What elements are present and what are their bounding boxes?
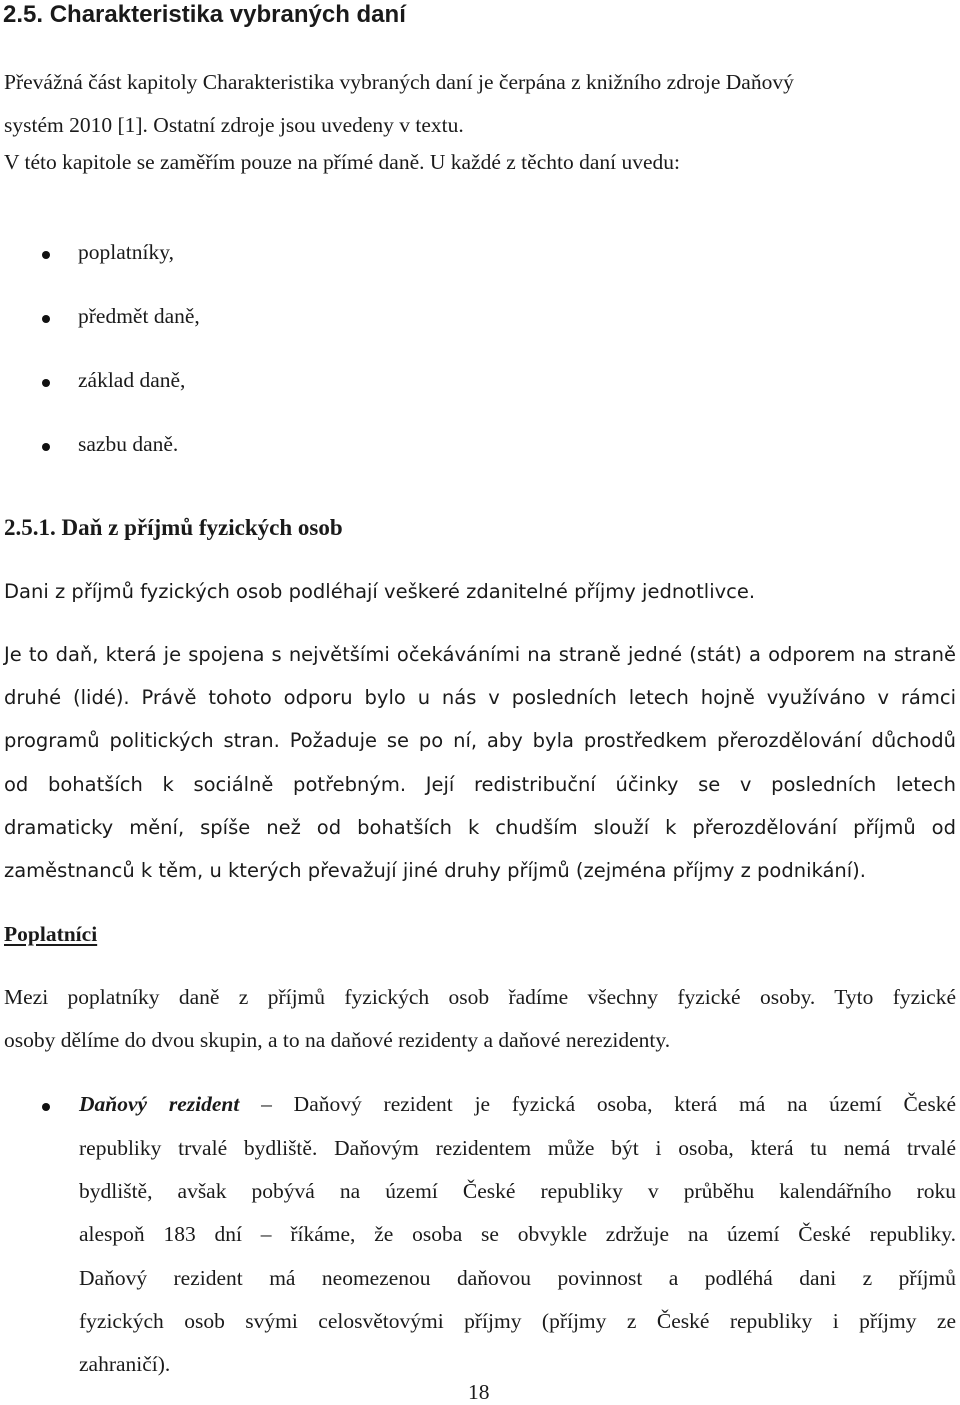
list-item: sazbu daně. <box>78 432 179 456</box>
heading-poplatnici: Poplatníci <box>4 922 98 946</box>
paragraph-3-line-1: Mezi poplatníky daně z příjmů fyzických osob řadíme všechny fyzické osoby. Tyto fyzické <box>4 985 956 1009</box>
bullet-icon <box>42 443 50 451</box>
resident-term: Daňový rezident <box>79 1092 240 1116</box>
intro-line-2: systém 2010 [1]. Ostatní zdroje jsou uvedeny v textu. <box>4 113 464 137</box>
page-number: 18 <box>468 1380 490 1404</box>
subsection-title: 2.5.1. Daň z příjmů fyzických osob <box>4 515 343 540</box>
paragraph-2-line-5: dramaticky mění, spíše než od bohatších k chudším slouží k přerozdělování příjmů od <box>4 816 956 839</box>
paragraph-2-line-3: programů politických stran. Požaduje se po ní, aby byla prostředkem přerozdělování důchodů <box>4 729 956 752</box>
resident-line-4: alespoň 183 dní – říkáme, že osoba se obvykle zdržuje na území České republiky. <box>79 1222 956 1246</box>
resident-line-3: bydliště, avšak pobývá na území České republiky v průběhu kalendářního roku <box>79 1179 956 1203</box>
intro-line-1: Převážná část kapitoly Charakteristika vybraných daní je čerpána z knižního zdroje Daňový <box>4 70 794 94</box>
bullet-icon <box>42 1103 50 1111</box>
resident-line-5: Daňový rezident má neomezenou daňovou povinnost a podléhá dani z příjmů <box>79 1266 956 1290</box>
bullet-icon <box>42 315 50 323</box>
list-item: předmět daně, <box>78 304 200 328</box>
paragraph-2-line-2: druhé (lidé). Právě tohoto odporu bylo u nás v posledních letech hojně využíváno v rámci <box>4 686 956 709</box>
paragraph-2-line-6: zaměstnanců k těm, u kterých převažují jiné druhy příjmů (zejména příjmy z podnikání). <box>4 859 866 882</box>
resident-line-7: zahraničí). <box>79 1352 171 1376</box>
bullet-icon <box>42 251 50 259</box>
resident-line-1: Daňový rezident – Daňový rezident je fyzická osoba, která má na území České <box>79 1092 957 1116</box>
resident-line-2: republiky trvalé bydliště. Daňovým rezidentem může být i osoba, která tu nemá trvalé <box>79 1136 956 1160</box>
paragraph-2-line-4: od bohatších k sociálně potřebným. Její redistribuční účinky se v posledních letech <box>4 773 957 796</box>
list-item: základ daně, <box>78 368 186 392</box>
section-title: 2.5. Charakteristika vybraných daní <box>3 1 406 28</box>
resident-line-6: fyzických osob svými celosvětovými příjmy (příjmy z České republiky i příjmy ze <box>79 1309 956 1333</box>
paragraph-1: Dani z příjmů fyzických osob podléhají veškeré zdanitelné příjmy jednotlivce. <box>4 580 756 603</box>
intro-line-3: V této kapitole se zaměřím pouze na přímé daně. U každé z těchto daní uvedu: <box>4 150 681 174</box>
bullet-icon <box>42 379 50 387</box>
list-item: poplatníky, <box>78 240 174 264</box>
paragraph-2-line-1: Je to daň, která je spojena s největšími očekáváními na straně jedné (stát) a odporem na straně <box>4 643 956 666</box>
paragraph-3-line-2: osoby dělíme do dvou skupin, a to na daňové rezidenty a daňové nerezidenty. <box>4 1028 671 1052</box>
